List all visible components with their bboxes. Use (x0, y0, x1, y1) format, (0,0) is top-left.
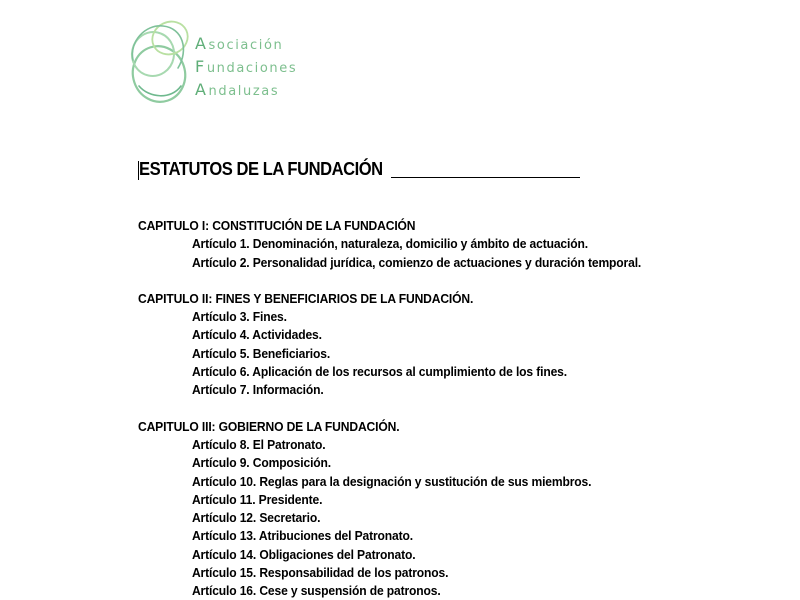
article-item: Artículo 11. Presidente. (191, 491, 323, 507)
table-of-contents (138, 217, 778, 600)
article-item: Artículo 13. Atribuciones del Patronato. (191, 528, 413, 544)
logo-rings-icon (123, 16, 195, 108)
title-blank-line (391, 177, 580, 178)
logo (123, 16, 303, 110)
article-item: Artículo 7. Información. (191, 382, 324, 398)
document-title: ESTATUTOS DE LA FUNDACIÓN (139, 159, 383, 179)
article-item: Artículo 5. Beneficiarios. (191, 345, 331, 361)
article-item: Artículo 4. Actividades. (191, 327, 322, 343)
article-item: Artículo 10. Reglas para la designación y sustitución de sus miembros. (191, 473, 592, 489)
article-item: Artículo 16. Cese y suspensión de patronos. (191, 583, 441, 599)
article-item: Artículo 6. Aplicación de los recursos al cumplimiento de los fines. (191, 364, 567, 380)
chapter-heading: CAPITULO II: FINES Y BENEFICIARIOS DE LA FUNDACIÓN. (138, 290, 474, 306)
logo-line: Andaluzas (195, 80, 280, 99)
article-item: Artículo 15. Responsabilidad de los patronos. (191, 565, 449, 581)
logo-line: Asociación (195, 34, 284, 53)
logo-line: Fundaciones (195, 57, 298, 76)
article-item: Artículo 12. Secretario. (191, 510, 321, 526)
logo-wordmark (195, 33, 297, 102)
article-item: Artículo 2. Personalidad jurídica, comienzo de actuaciones y duración temporal. (191, 254, 642, 270)
article-item: Artículo 8. El Patronato. (191, 436, 326, 452)
article-item: Artículo 14. Obligaciones del Patronato. (191, 546, 416, 562)
chapter-section (138, 418, 778, 600)
chapter-section (138, 290, 778, 400)
chapter-heading: CAPITULO I: CONSTITUCIÓN DE LA FUNDACIÓN (138, 218, 416, 233)
chapter-section (138, 217, 778, 272)
article-item: Artículo 3. Fines. (191, 309, 287, 325)
chapter-heading: CAPITULO III: GOBIERNO DE LA FUNDACIÓN. (138, 418, 400, 434)
article-item: Artículo 9. Composición. (191, 455, 332, 471)
article-item: Artículo 1. Denominación, naturaleza, domicilio y ámbito de actuación. (191, 236, 588, 252)
document-title-row[interactable] (138, 158, 404, 180)
